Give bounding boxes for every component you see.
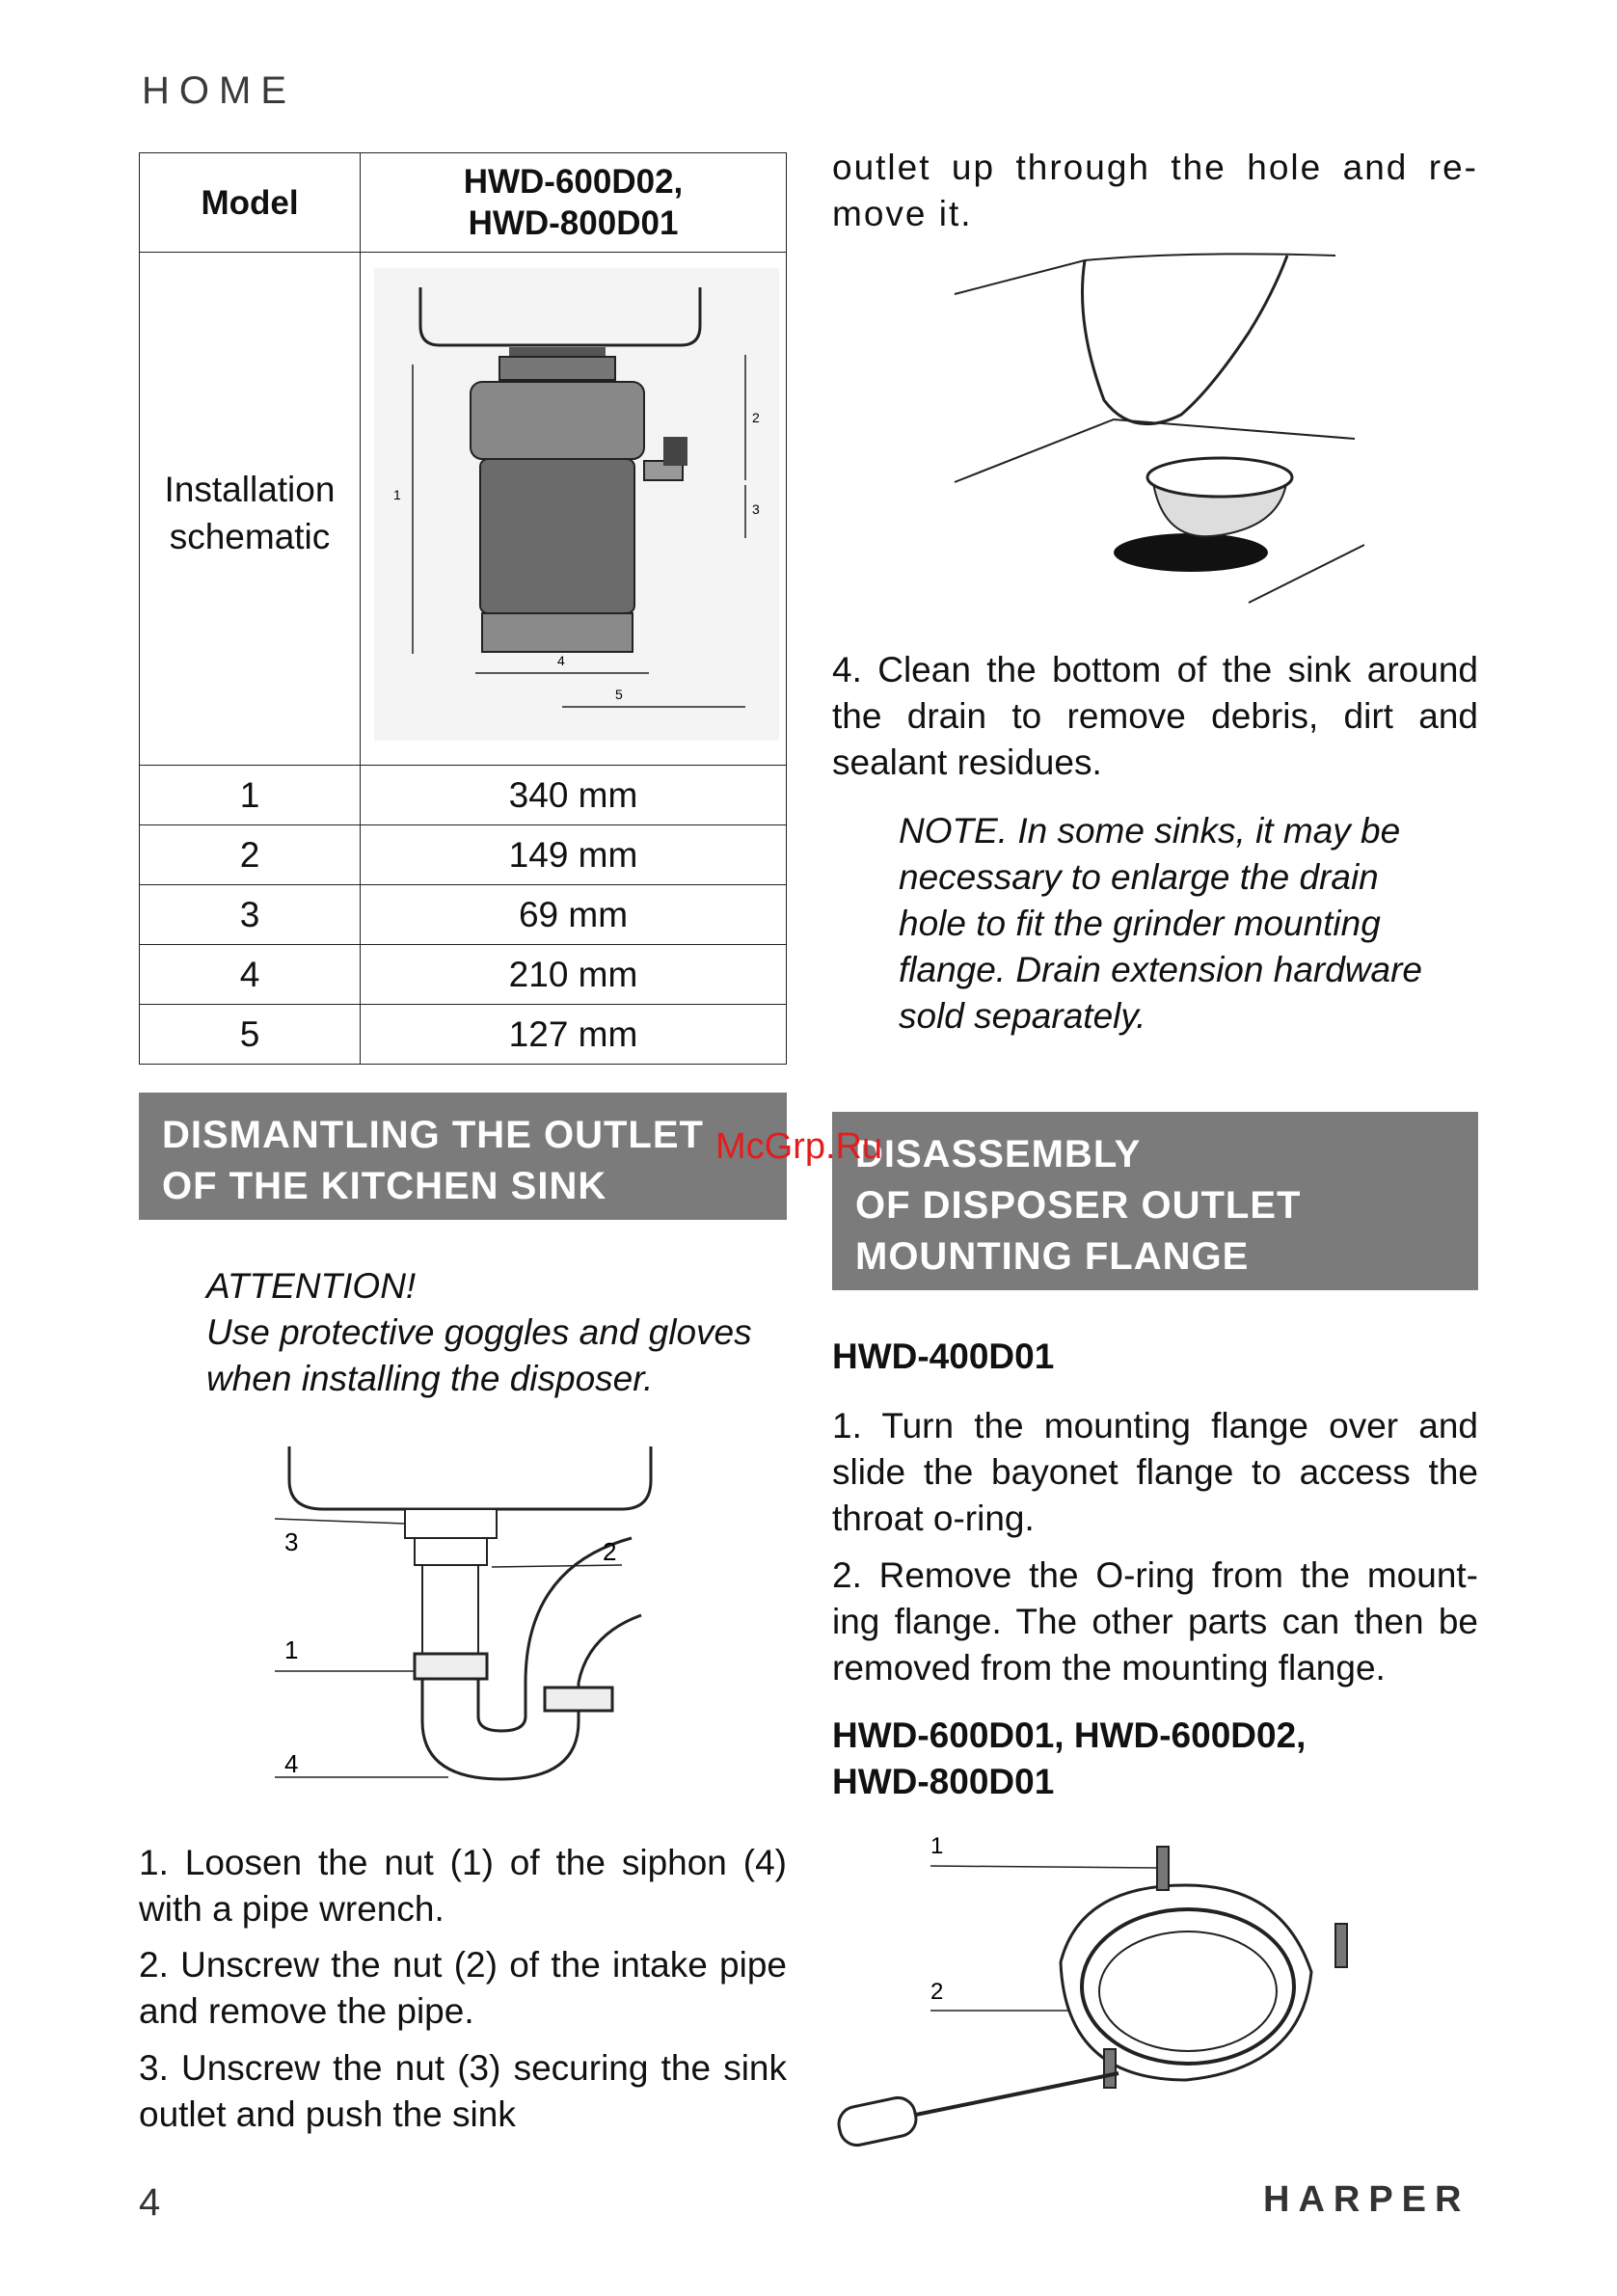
models-line1: HWD-600D02, — [463, 163, 684, 201]
model1-step-2: 2. Remove the O-ring from the mount-ing flange. The other parts can then be removed from the mounting flange. — [832, 1555, 1478, 1688]
flange-mark-1: 1 — [930, 1833, 944, 1859]
schematic-mark-3: 3 — [752, 501, 760, 517]
step-2: 2. Unscrew the nut (2) of the intake pipe and remove the pipe. — [139, 1945, 787, 2031]
sink-outlet-illustration — [950, 246, 1364, 612]
model-hwd-400d01: HWD-400D01 — [832, 1337, 1055, 1376]
note-line4: flange. Drain extension hardware — [899, 950, 1422, 989]
step-4: 4. Clean the bottom of the sink around the drain to remove debris, dirt and sealant residues. — [832, 650, 1478, 782]
step-3: 3. Unscrew the nut (3) securing the sink outlet and push the sink — [139, 2048, 787, 2134]
installation-schematic — [374, 268, 779, 741]
schematic-label-line2: schematic — [169, 517, 331, 556]
model2-heading — [832, 1713, 1478, 1805]
schematic-mark-2: 2 — [752, 410, 760, 425]
dim-num: 3 — [140, 885, 361, 945]
dim-value: 210 mm — [361, 945, 787, 1005]
model2-line2: HWD-800D01 — [832, 1762, 1055, 1801]
siphon-diagram — [270, 1442, 675, 1818]
dim-value: 69 mm — [361, 885, 787, 945]
step-1: 1. Loosen the nut (1) of the siphon (4) with a pipe wrench. — [139, 1843, 787, 1929]
schematic-mark-5: 5 — [615, 687, 623, 702]
dim-value: 340 mm — [361, 766, 787, 825]
page-number: 4 — [139, 2181, 161, 2224]
attention-line2: when installing the disposer. — [206, 1359, 654, 1398]
harper-logo: HARPER — [1263, 2179, 1470, 2220]
schematic-label-line1: Installation — [164, 470, 336, 509]
flange-mark-2: 2 — [930, 1979, 944, 2005]
table-header-model: Model — [140, 153, 361, 253]
disassembly-heading-line3: MOUNTING FLANGE — [855, 1235, 1250, 1278]
schematic-label — [140, 253, 361, 766]
siphon-mark-2: 2 — [603, 1537, 617, 1566]
dim-num: 4 — [140, 945, 361, 1005]
note-line5: sold separately. — [899, 996, 1146, 1036]
note-line2: necessary to enlarge the drain — [899, 857, 1379, 897]
disassembly-heading-line2: OF DISPOSER OUTLET — [855, 1184, 1302, 1227]
watermark: McGrp.Ru — [715, 1126, 883, 1167]
model1-step-1: 1. Turn the mounting flange over and slide the bayonet flange to access the throat o-ring. — [832, 1406, 1478, 1538]
attention-line1: Use protective goggles and gloves — [206, 1312, 752, 1352]
dismantling-heading-line1: DISMANTLING THE OUTLET — [162, 1114, 704, 1156]
spec-table — [139, 152, 787, 1065]
schematic-cell — [361, 253, 787, 766]
siphon-mark-4: 4 — [284, 1749, 299, 1778]
dim-num: 2 — [140, 825, 361, 885]
dismantling-heading — [139, 1093, 787, 1220]
note-line1: NOTE. In some sinks, it may be — [899, 811, 1401, 851]
disassembly-heading — [832, 1112, 1478, 1290]
schematic-mark-4: 4 — [557, 653, 565, 668]
dim-num: 5 — [140, 1005, 361, 1065]
dim-value: 149 mm — [361, 825, 787, 885]
note-line3: hole to fit the grinder mounting — [899, 904, 1381, 943]
note-block — [899, 808, 1477, 1040]
home-logo: HOME — [142, 69, 296, 112]
siphon-mark-1: 1 — [284, 1635, 299, 1664]
attention-title: ATTENTION! — [206, 1266, 417, 1306]
mounting-flange-illustration — [829, 1827, 1388, 2155]
models-line2: HWD-800D01 — [468, 204, 679, 242]
dismantling-heading-line2: OF THE KITCHEN SINK — [162, 1165, 607, 1207]
attention-block — [206, 1263, 804, 1402]
dim-num: 1 — [140, 766, 361, 825]
continuation-text: outlet up through the hole and re-move it. — [832, 148, 1478, 233]
table-header-models — [361, 153, 787, 253]
siphon-mark-3: 3 — [284, 1527, 299, 1556]
model2-line1: HWD-600D01, HWD-600D02, — [832, 1715, 1307, 1755]
disassembly-heading-line1: DISASSEMBLY — [855, 1133, 1142, 1175]
schematic-mark-1: 1 — [393, 487, 401, 502]
dim-value: 127 mm — [361, 1005, 787, 1065]
